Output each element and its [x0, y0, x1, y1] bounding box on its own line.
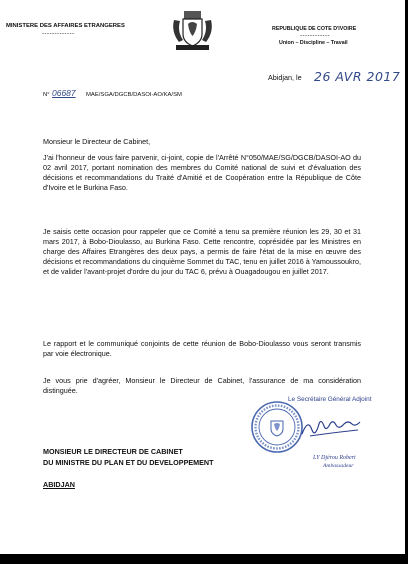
addressee-city: ABIDJAN [43, 480, 75, 489]
body-paragraph: J'ai l'honneur de vous faire parvenir, ci-joint, copie de l'Arrêté N°050/MAE/SG/DGCB/DASOI-AO du 02 avril 2017, portant nomination des membres du Comité national de suivi et d'évaluation des décisions et recommandations du Traité d'Amitié et de Coopération entre la République de Côte d'Ivoire et le Burkina Faso. [43, 153, 361, 192]
ministry-divider: ------------- [42, 31, 75, 37]
signatory-role: Ambassadeur [323, 463, 354, 469]
republic-divider: ------------ [300, 33, 330, 39]
body-paragraph: Le rapport et le communiqué conjoints de cette réunion de Bobo-Dioulasso vous seront transmis par voie électronique. [43, 339, 361, 358]
body-paragraph: Je vous prie d'agréer, Monsieur le Directeur de Cabinet, l'assurance de ma considération distinguée. [43, 376, 361, 395]
dateline-place: Abidjan, le [268, 73, 302, 82]
reference-prefix: N° [43, 92, 50, 98]
coat-of-arms-emblem [170, 8, 215, 53]
date-stamp: 26 AVR 2017 [314, 69, 401, 84]
salutation: Monsieur le Directeur de Cabinet, [43, 137, 151, 146]
republic-motto: Union – Discipline – Travail [279, 40, 348, 46]
republic-title: REPUBLIQUE DE COTE D'IVOIRE [272, 26, 357, 32]
reference-code: MAE/SGA/DGCB/DASOI-AO/KA/SM [86, 92, 182, 98]
addressee-line: DU MINISTRE DU PLAN ET DU DEVELOPPEMENT [43, 458, 214, 467]
reference-number: 06687 [52, 88, 76, 98]
handwritten-signature [300, 416, 362, 440]
signatory-name: LY Djérou Robert [313, 455, 356, 461]
body-paragraph: Je saisis cette occasion pour rappeler que ce Comité a tenu sa première réunion les 29, 30 et 31 mars 2017, à Bobo-Dioulasso, au Burkina Faso. Cette rencontre, coprésidée par les Ministres en charge des Affaires Etrangères des deux pays, a permis de faire l'état de la mise en œuvre des décisions et recommandations du cinquième Sommet du TAC, tenu en juillet 2016 à Yamoussoukro, et de valider l'avant-projet d'ordre du jour du TAC 6, prévu à Ouagadougou en juillet 2017. [43, 227, 361, 276]
official-seal-stamp [250, 400, 304, 454]
ministry-title: MINISTERE DES AFFAIRES ETRANGERES [6, 23, 125, 29]
signatory-title: Le Secrétaire Général Adjoint [288, 396, 372, 403]
addressee-line: MONSIEUR LE DIRECTEUR DE CABINET [43, 447, 183, 456]
